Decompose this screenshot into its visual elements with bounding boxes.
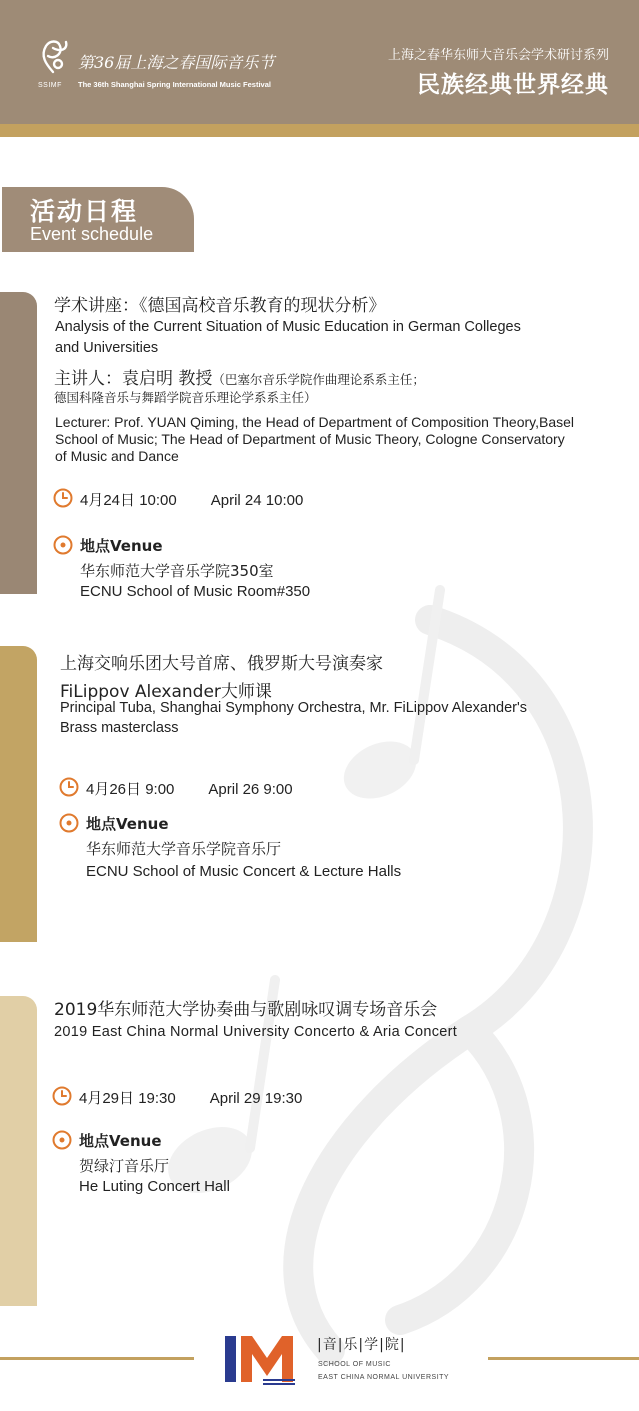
school-name-cn: |音|乐|学|院| [317,1337,406,1353]
event-1-lecturer-note2: 德国科隆音乐与舞蹈学院音乐理论学系系主任） [54,390,317,405]
event-1-lecturer-name: 主讲人：袁启明 教授 [54,369,213,389]
clock-icon [53,488,73,508]
event-2-venue-label: 地点Venue [86,815,169,833]
event-2-time-en: April 26 9:00 [208,781,293,798]
event-3-time-en: April 29 19:30 [209,1090,303,1107]
event-3-time-cn: 4月29日 19:30 [79,1090,176,1107]
event-1-lecturer-note1: （巴塞尔音乐学院作曲理论系系主任； [212,372,425,387]
event-1-time [80,489,303,510]
event-1-title-en-line1: Analysis of the Current Situation of Music Education in German Colleges [55,319,521,335]
event-1-title-cn: 学术讲座：《德国高校音乐教育的现状分析》 [54,296,386,316]
event-1-venue-en: ECNU School of Music Room#350 [80,583,311,600]
festival-logo-abbr: SSIMF [38,82,62,89]
location-pin-icon [53,535,73,555]
event-3-time [79,1087,302,1108]
series-subtitle: 上海之春华东师大音乐会学术研讨系列 [387,48,609,63]
footer-gold-line-left [0,1357,194,1360]
location-pin-icon [59,813,79,833]
event-1-title-en-line2: and Universities [55,340,159,356]
festival-name-en: The 36th Shanghai Spring International Music Festival [78,80,271,89]
event-1-lecturer-en-line1: Lecturer: Prof. YUAN Qiming, the Head of Department of Composition Theory,Basel [55,414,575,430]
clock-icon [52,1086,72,1106]
event-2-side-bar [0,646,37,942]
event-1-lecturer-en-line3: of Music and Dance [55,448,179,464]
schedule-title-cn: 活动日程 [30,197,139,226]
event-3-title-cn: 2019华东师范大学协奏曲与歌剧咏叹调专场音乐会 [54,1000,438,1020]
event-2-title-en-line2: Brass masterclass [60,720,179,736]
schedule-title-en: Event schedule [30,224,154,244]
event-3-venue-label: 地点Venue [79,1132,162,1150]
festival-logo-icon [36,38,70,74]
event-3-side-bar [0,996,37,1306]
school-of-music-logo-icon [225,1332,295,1386]
location-pin-icon [52,1130,72,1150]
school-name-en-line1: SCHOOL OF MUSIC [318,1361,391,1368]
footer-gold-line-right [488,1357,639,1360]
event-2-time [86,778,293,799]
header-banner [0,0,639,124]
event-2-venue-en: ECNU School of Music Concert & Lecture Halls [86,863,402,880]
event-2-title-cn-line1: 上海交响乐团大号首席、俄罗斯大号演奏家 [60,654,383,674]
header-gold-strip [0,124,639,137]
event-2-time-cn: 4月26日 9:00 [86,781,175,798]
event-2-title-cn-line2: FiLippov Alexander大师课 [60,682,272,702]
event-1-venue-label: 地点Venue [80,537,163,555]
event-1-venue-cn: 华东师范大学音乐学院350室 [80,562,274,580]
series-title: 民族经典世界经典 [417,72,609,98]
event-1-time-en: April 24 10:00 [210,492,304,509]
clock-icon [59,777,79,797]
event-3-title-en: 2019 East China Normal University Concerto & Aria Concert [54,1024,458,1040]
school-name-en-line2: EAST CHINA NORMAL UNIVERSITY [318,1374,450,1381]
event-3-venue-en: He Luting Concert Hall [79,1178,230,1195]
event-3-venue-cn: 贺绿汀音乐厅 [79,1157,170,1175]
event-2-title-en-line1: Principal Tuba, Shanghai Symphony Orchestra, Mr. FiLippov Alexander's [60,700,528,716]
festival-name-cn: 第36届上海之春国际音乐节 [78,53,275,72]
event-2-venue-cn: 华东师范大学音乐学院音乐厅 [86,840,282,858]
event-1-side-bar [0,292,37,594]
event-1-lecturer-cn [54,364,425,389]
schedule-section-tab [2,187,194,252]
event-1-lecturer-en-line2: School of Music; The Head of Department of Music Theory, Cologne Conservatory [55,431,565,447]
event-1-time-cn: 4月24日 10:00 [80,492,177,509]
